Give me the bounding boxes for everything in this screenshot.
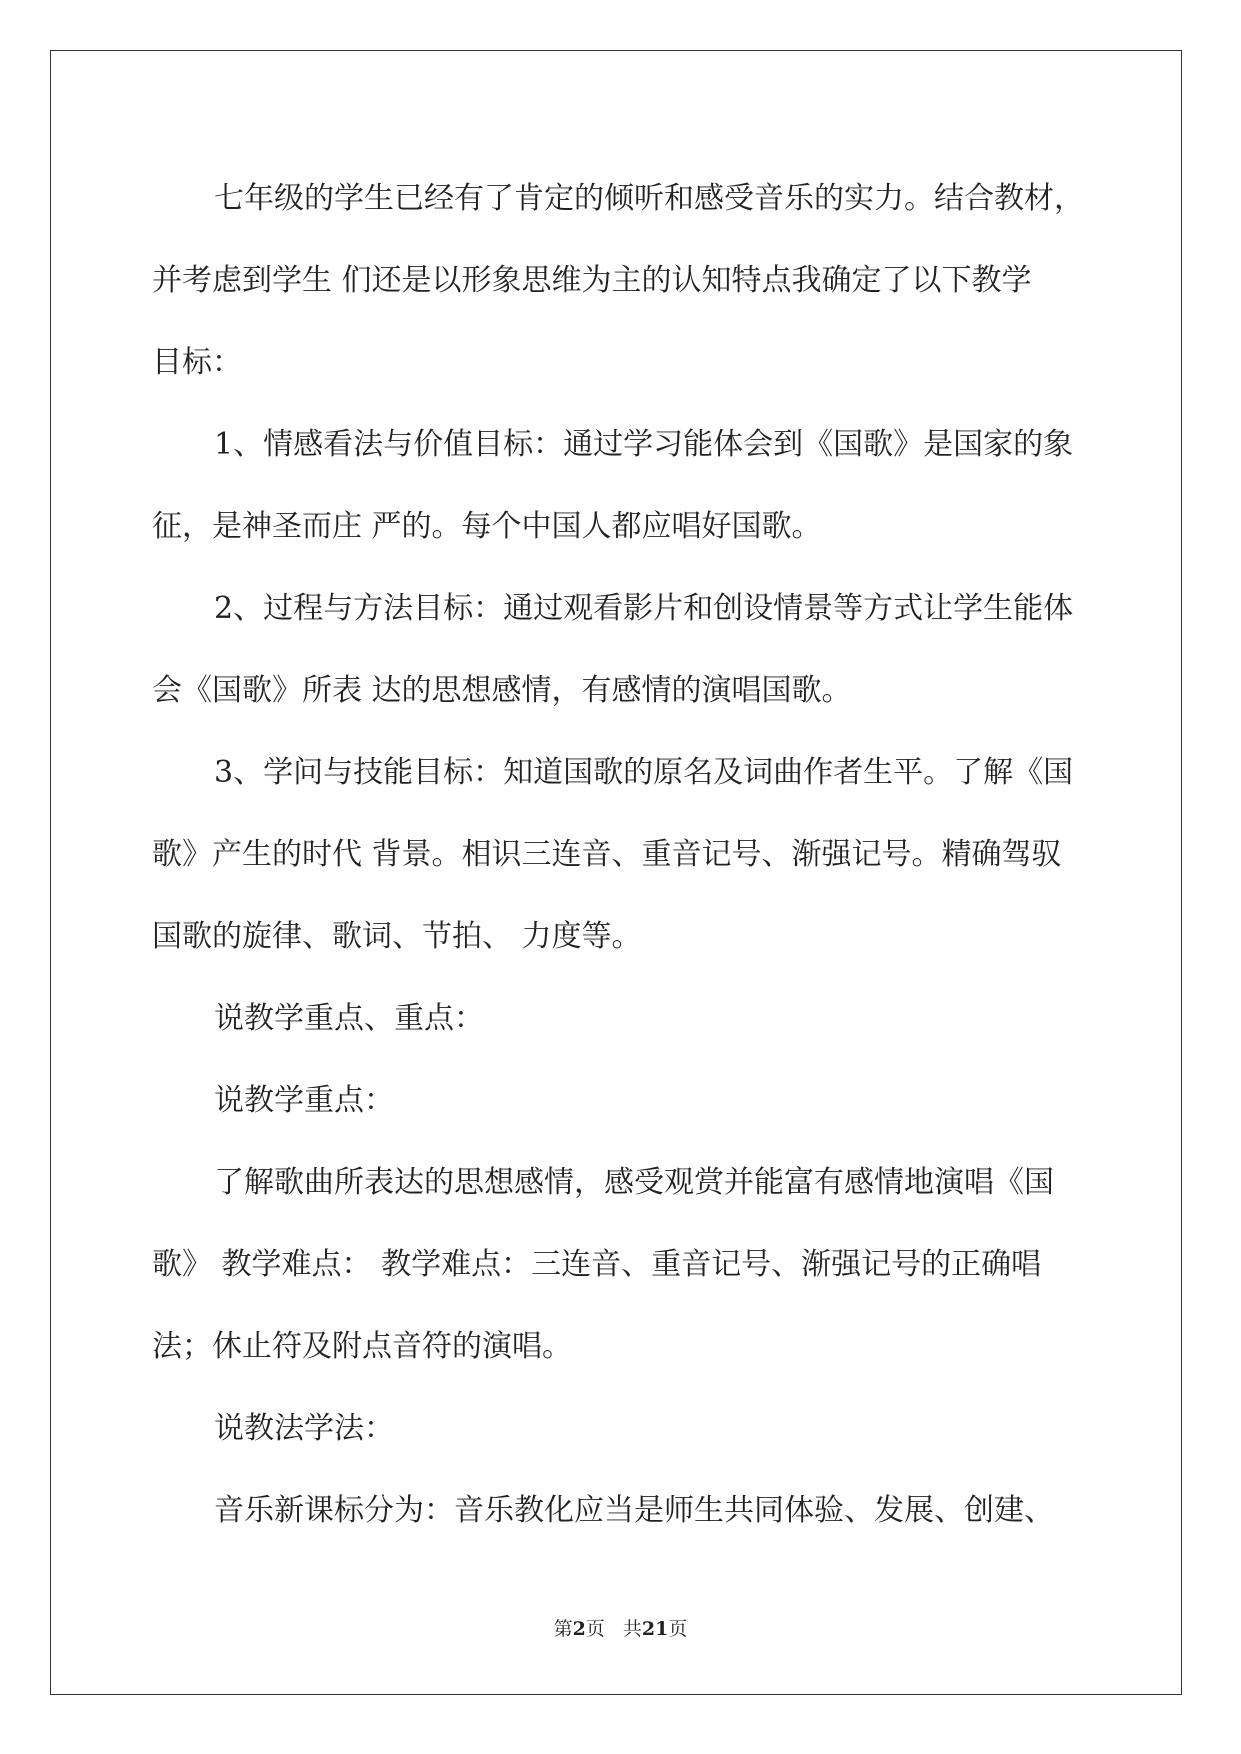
paragraph-goal-1 xyxy=(152,404,1092,568)
paragraph-goal-3 xyxy=(152,732,1092,978)
text-line: 说教法学法： xyxy=(214,1411,394,1446)
document-body xyxy=(152,158,1092,1552)
text-line: 征，是神圣而庄 严的。每个中国人都应唱好国歌。 xyxy=(152,509,822,544)
text-line: 说教学重点： xyxy=(214,1083,394,1118)
text-line: 国歌的旋律、歌词、节拍、 力度等。 xyxy=(152,919,642,954)
text-line: 1、情感看法与价值目标：通过学习能体会到《国歌》是国家的象 xyxy=(214,427,1074,462)
text-line: 了解歌曲所表达的思想感情，感受观赏并能富有感情地演唱《国 xyxy=(214,1165,1054,1200)
heading-methods xyxy=(152,1388,1092,1470)
paragraph-goal-2 xyxy=(152,568,1092,732)
total-pages: 21 xyxy=(641,1618,669,1640)
footer-prefix: 第 xyxy=(553,1618,573,1640)
text-line: 七年级的学生已经有了肯定的倾听和感受音乐的实力。结合教材， xyxy=(214,181,1084,216)
footer-total-suffix: 页 xyxy=(668,1618,688,1640)
footer-total-prefix: 共 xyxy=(622,1618,642,1640)
heading-teaching-focus xyxy=(152,1060,1092,1142)
text-line: 3、学问与技能目标：知道国歌的原名及词曲作者生平。了解《国 xyxy=(214,755,1074,790)
page-number: 2 xyxy=(572,1618,586,1640)
footer-page-suffix: 页 xyxy=(585,1618,605,1640)
text-line: 法；休止符及附点音符的演唱。 xyxy=(152,1329,572,1364)
paragraph-methods xyxy=(152,1470,1092,1552)
text-line: 并考虑到学生 们还是以形象思维为主的认知特点我确定了以下教学 xyxy=(152,263,1032,298)
heading-key-points xyxy=(152,978,1092,1060)
text-line: 音乐新课标分为：音乐教化应当是师生共同体验、发展、创建、 xyxy=(214,1493,1054,1528)
page-footer xyxy=(0,1614,1241,1641)
text-line: 2、过程与方法目标：通过观看影片和创设情景等方式让学生能体 xyxy=(214,591,1074,626)
paragraph-intro xyxy=(152,158,1092,404)
paragraph-focus xyxy=(152,1142,1092,1388)
text-line: 歌》产生的时代 背景。相识三连音、重音记号、渐强记号。精确驾驭 xyxy=(152,837,1062,872)
text-line: 说教学重点、重点： xyxy=(214,1001,484,1036)
text-line: 目标： xyxy=(152,345,242,380)
text-line: 会《国歌》所表 达的思想感情，有感情的演唱国歌。 xyxy=(152,673,852,708)
text-line: 歌》 教学难点： 教学难点：三连音、重音记号、渐强记号的正确唱 xyxy=(152,1247,1042,1282)
